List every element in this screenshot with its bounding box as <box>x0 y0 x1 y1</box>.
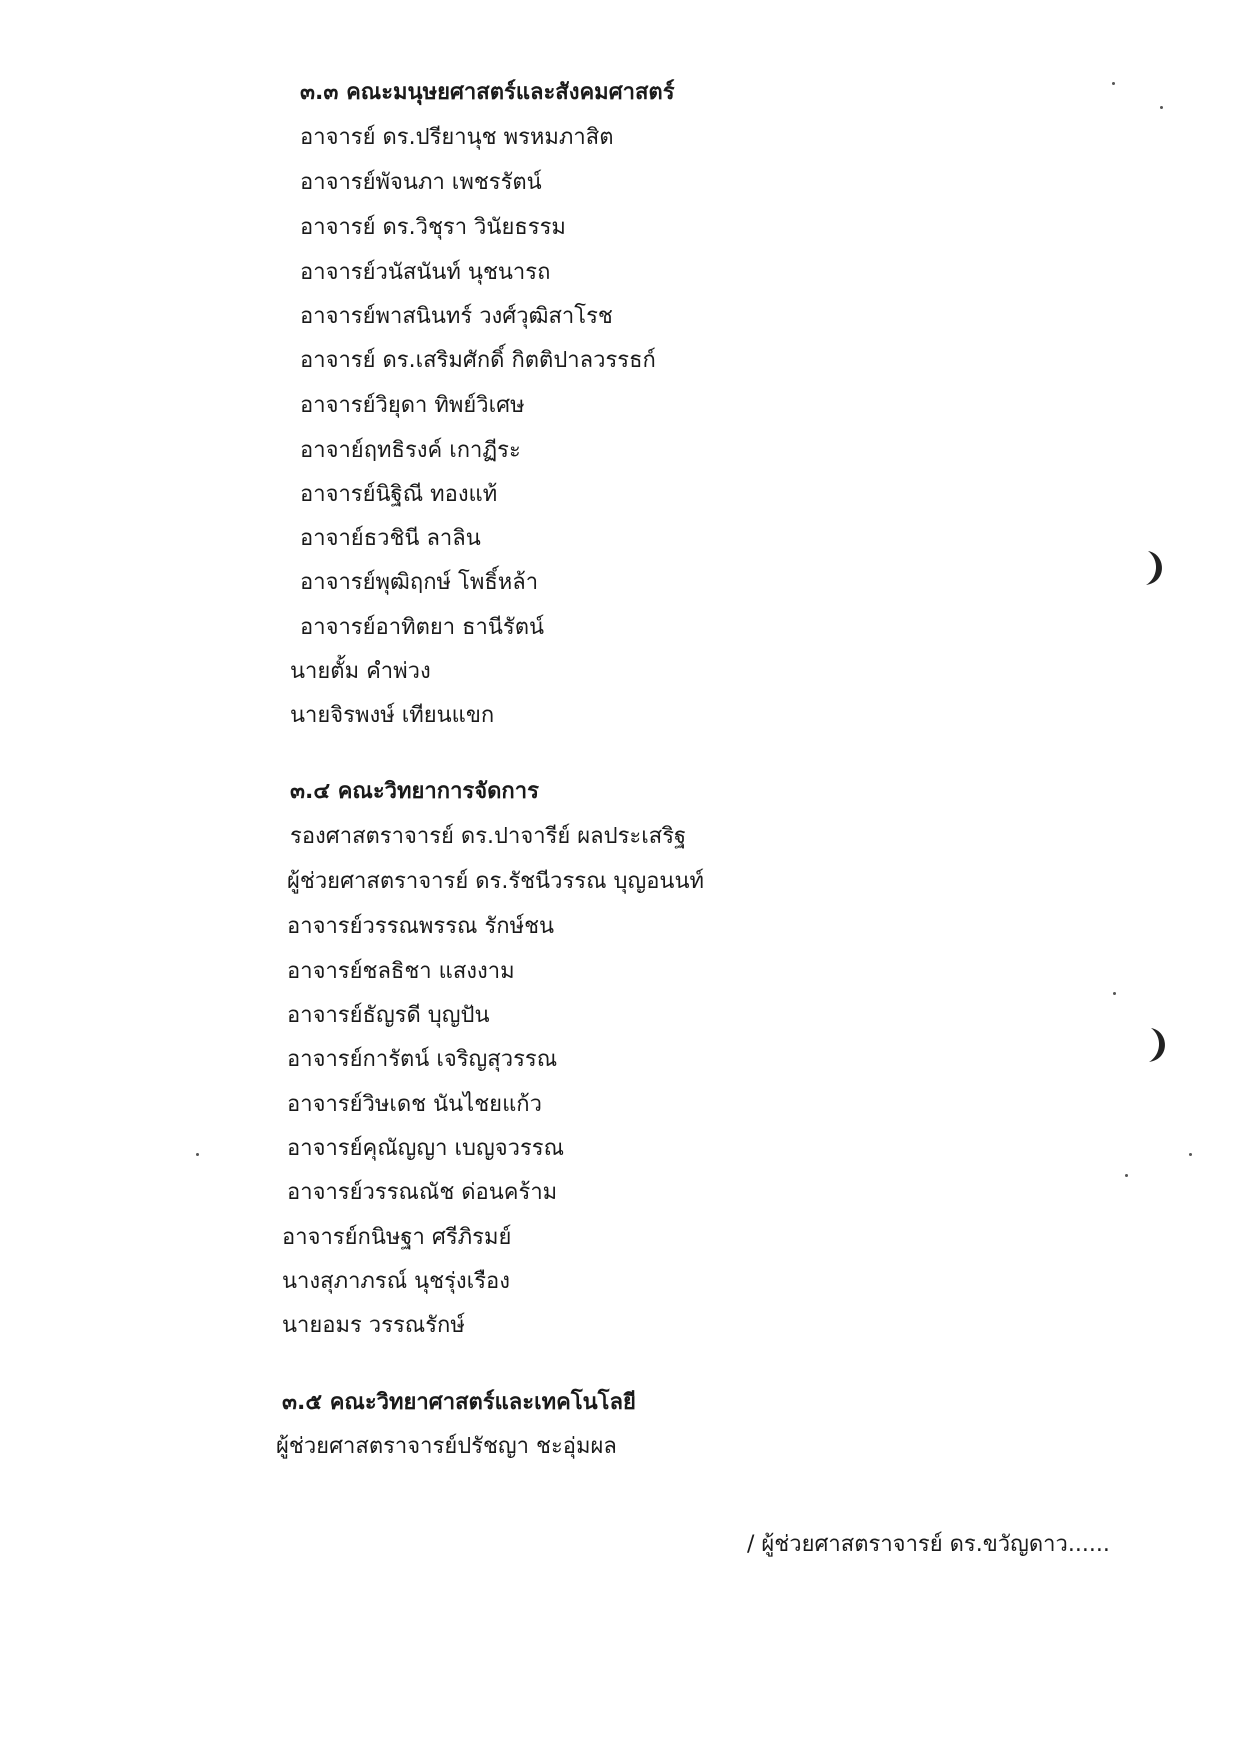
member-name: ผู้ช่วยศาสตราจารย์ปรัชญา ชะอุ่มผล <box>276 1434 617 1459</box>
member-name: นายอมร วรรณรักษ์ <box>282 1313 465 1338</box>
member-name: อาจารย์วนัสนันท์ นุชนารถ <box>300 260 551 285</box>
member-name: อาจารย์การัตน์ เจริญสุวรรณ <box>287 1047 558 1072</box>
crescent-mark-icon <box>1143 1025 1173 1065</box>
member-name: อาจารย์อาทิตยา ธานีรัตน์ <box>300 615 545 640</box>
member-name: อาจารย์วรรณณัช ด่อนคร้าม <box>287 1180 558 1205</box>
continuation-note: / ผู้ช่วยศาสตราจารย์ ดร.ขวัญดาว...... <box>747 1532 1110 1557</box>
member-name: อาจารย์ชลธิชา แสงงาม <box>287 959 515 984</box>
member-name: อาจารย์พุฒิฤกษ์ โพธิ์หล้า <box>300 570 539 595</box>
member-name: อาจารย์กนิษฐา ศรีภิรมย์ <box>282 1225 512 1250</box>
member-name: อาจาย์ฤทธิรงค์ เกาฏีระ <box>300 438 521 463</box>
member-name: อาจารย์วิษเดช นันไชยแก้ว <box>287 1092 542 1117</box>
member-name: อาจารย์พาสนินทร์ วงศ์วุฒิสาโรช <box>300 304 613 329</box>
scan-speck <box>196 1153 199 1156</box>
member-name: อาจารย์ธัญรดี บุญปัน <box>287 1003 490 1028</box>
member-name: อาจารย์พัจนภา เพชรรัตน์ <box>300 170 542 195</box>
section-heading-humanities: ๓.๓ คณะมนุษยศาสตร์และสังคมศาสตร์ <box>300 80 675 105</box>
scan-speck <box>1113 992 1116 995</box>
member-name: ผู้ช่วยศาสตราจารย์ ดร.รัชนีวรรณ บุญอนนท์ <box>287 869 704 894</box>
member-name: อาจารย์คุณัญญา เบญจวรรณ <box>287 1136 564 1161</box>
member-name: อาจารย์ ดร.ปรียานุช พรหมภาสิต <box>300 125 614 150</box>
member-name: อาจารย์วิยุดา ทิพย์วิเศษ <box>300 393 525 418</box>
member-name: รองศาสตราจารย์ ดร.ปาจารีย์ ผลประเสริฐ <box>290 824 687 849</box>
scan-speck <box>1125 1174 1128 1177</box>
section-heading-management: ๓.๔ คณะวิทยาการจัดการ <box>290 779 539 804</box>
member-name: อาจาย์ธวชินี ลาลิน <box>300 526 481 551</box>
member-name: นายจิรพงษ์ เทียนแขก <box>290 703 495 728</box>
scan-speck <box>1160 106 1163 109</box>
member-name: อาจารย์ ดร.เสริมศักดิ์ กิตติปาลวรรธก์ <box>300 348 656 373</box>
crescent-mark-icon <box>1140 548 1170 588</box>
scan-speck <box>1112 82 1115 85</box>
member-name: อาจารย์นิฐิณี ทองแท้ <box>300 482 498 507</box>
member-name: อาจารย์ ดร.วิชุรา วินัยธรรม <box>300 215 566 240</box>
member-name: อาจารย์วรรณพรรณ รักษ์ชน <box>287 914 555 939</box>
member-name: นางสุภาภรณ์ นุชรุ่งเรือง <box>282 1269 510 1294</box>
section-heading-science: ๓.๕ คณะวิทยาศาสตร์และเทคโนโลยี <box>282 1390 636 1415</box>
scan-speck <box>1189 1153 1192 1156</box>
member-name: นายตั้ม คำพ่วง <box>290 659 431 684</box>
